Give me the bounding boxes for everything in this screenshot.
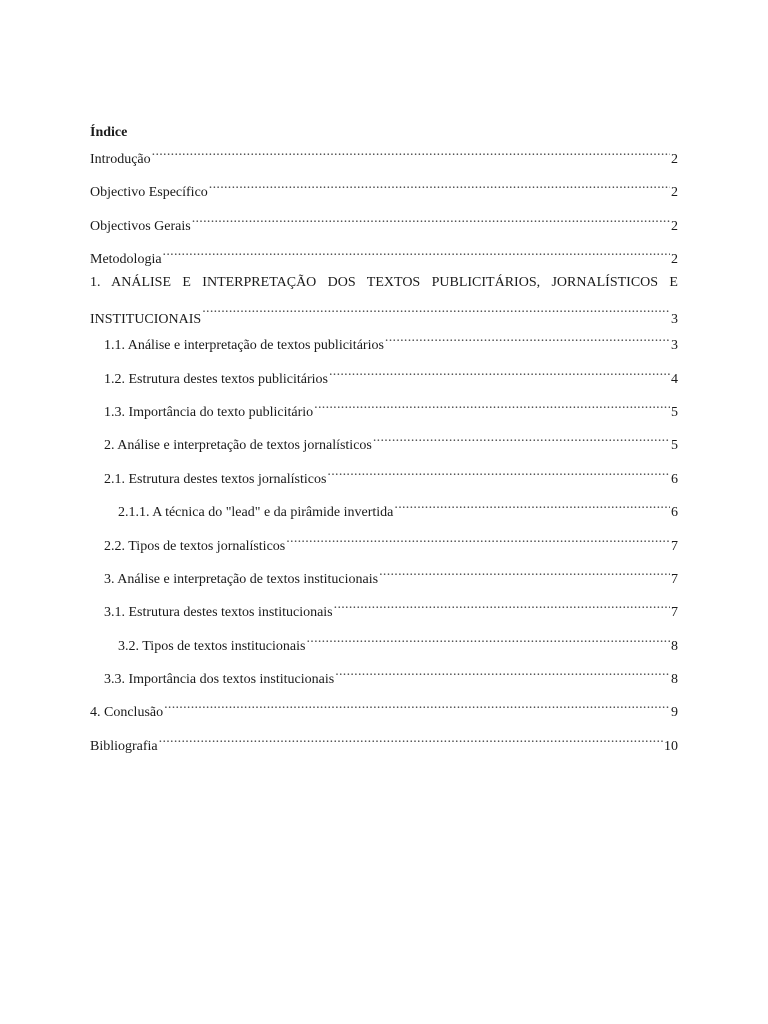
toc-entry-page: 7 <box>671 605 678 621</box>
toc-entry-3-1[interactable] <box>90 596 678 621</box>
dot-leader <box>334 596 670 616</box>
toc-entry-chapter-1[interactable] <box>90 269 678 328</box>
toc-entry-label: Objectivos Gerais <box>90 218 191 234</box>
toc-entry-label: Objectivo Específico <box>90 185 208 201</box>
dot-leader <box>314 396 670 416</box>
toc-entry-introducao[interactable] <box>90 143 678 167</box>
toc-entry-3[interactable] <box>90 563 678 587</box>
dot-leader <box>327 463 670 483</box>
toc-entry-label: 3. Análise e interpretação de textos institucionais <box>104 571 379 587</box>
toc-entry-conclusao[interactable] <box>90 696 678 721</box>
toc-entry-metodologia[interactable] <box>90 243 678 268</box>
toc-entry-2-1[interactable] <box>90 463 678 487</box>
toc-entry-page: 2 <box>671 218 678 234</box>
dot-leader <box>373 429 670 449</box>
dot-leader <box>163 243 670 263</box>
dot-leader <box>152 143 670 163</box>
toc-entry-label: 2.1.1. A técnica do "lead" e da pirâmide invertida <box>118 505 394 521</box>
dot-leader <box>379 563 670 583</box>
toc-entry-page: 4 <box>671 371 678 387</box>
toc-entry-2-1-1[interactable] <box>90 496 678 521</box>
toc-entry-1-2[interactable] <box>90 363 678 387</box>
toc-entry-bibliografia[interactable] <box>90 730 678 754</box>
toc-entry-label-line2: INSTITUCIONAIS <box>90 312 202 328</box>
toc-entry-page: 6 <box>671 471 678 487</box>
toc-entry-page: 9 <box>671 705 678 721</box>
toc-entry-page: 6 <box>671 505 678 521</box>
toc-entry-page: 2 <box>671 252 678 268</box>
toc-entry-2[interactable] <box>90 429 678 454</box>
toc-entry-label: 1.2. Estrutura destes textos publicitários <box>104 371 328 387</box>
toc-entry-page: 8 <box>671 638 678 654</box>
toc-entry-label: 1.3. Importância do texto publicitário <box>104 404 314 420</box>
toc-entry-label: Bibliografia <box>90 738 158 754</box>
toc-entry-objectivo-especifico[interactable] <box>90 176 678 201</box>
dot-leader <box>335 663 670 683</box>
table-of-contents <box>90 124 678 754</box>
toc-entry-3-3[interactable] <box>90 663 678 688</box>
toc-entry-page: 2 <box>671 152 678 167</box>
dot-leader <box>286 530 670 550</box>
toc-entry-label: 3.3. Importância dos textos institucionais <box>104 672 335 688</box>
toc-entry-page: 5 <box>671 438 678 454</box>
toc-entry-label: Introdução <box>90 152 151 167</box>
toc-entry-page: 8 <box>671 672 678 688</box>
toc-entry-objectivos-gerais[interactable] <box>90 210 678 234</box>
dot-leader <box>306 630 670 650</box>
toc-entry-label: 2.2. Tipos de textos jornalísticos <box>104 538 286 554</box>
toc-entry-page: 10 <box>664 738 678 754</box>
toc-entry-page: 3 <box>671 312 678 328</box>
toc-entry-3-2[interactable] <box>90 630 678 654</box>
toc-entry-page: 7 <box>671 571 678 587</box>
dot-leader <box>159 730 663 750</box>
toc-entry-label: 1.1. Análise e interpretação de textos publicitários <box>104 338 384 354</box>
toc-entry-page: 2 <box>671 185 678 201</box>
dot-leader <box>329 363 670 383</box>
toc-entry-page: 3 <box>671 338 678 354</box>
toc-entry-page: 7 <box>671 538 678 554</box>
dot-leader <box>164 696 670 716</box>
dot-leader <box>394 496 670 516</box>
toc-entry-label-line1: 1. ANÁLISE E INTERPRETAÇÃO DOS TEXTOS PUBLICITÁRIOS, JORNALÍSTICOS E <box>90 275 678 291</box>
dot-leader <box>202 296 670 323</box>
dot-leader <box>209 176 670 196</box>
toc-entry-label: Metodologia <box>90 252 162 268</box>
toc-entry-label: 3.1. Estrutura destes textos institucionais <box>104 605 333 621</box>
toc-entry-1-3[interactable] <box>90 396 678 420</box>
toc-entry-label: 3.2. Tipos de textos institucionais <box>118 638 306 654</box>
dot-leader <box>385 329 670 349</box>
toc-entry-page: 5 <box>671 404 678 420</box>
toc-entry-2-2[interactable] <box>90 530 678 554</box>
toc-entries <box>90 143 678 754</box>
toc-title: Índice <box>90 125 128 140</box>
toc-entry-label: 4. Conclusão <box>90 705 164 721</box>
toc-entry-label: 2.1. Estrutura destes textos jornalísticos <box>104 471 327 487</box>
toc-entry-label: 2. Análise e interpretação de textos jornalísticos <box>104 438 372 454</box>
toc-entry-line2 <box>90 296 678 328</box>
dot-leader <box>192 210 670 230</box>
